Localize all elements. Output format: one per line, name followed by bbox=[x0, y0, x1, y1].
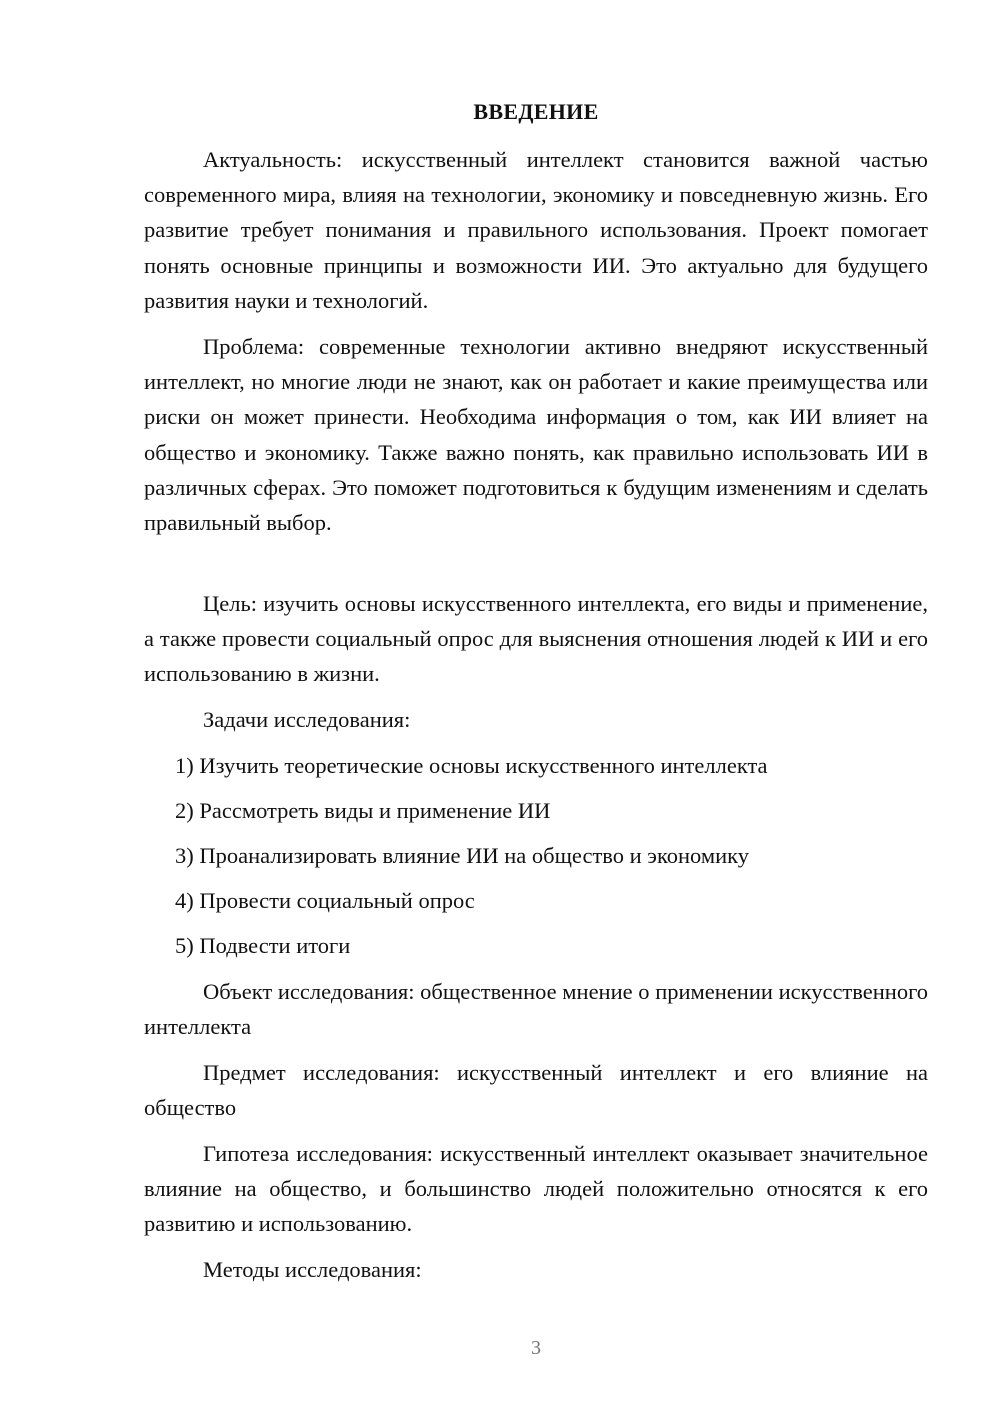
task-item-4: 4) Провести социальный опрос bbox=[175, 888, 475, 913]
object-paragraph: Объект исследования: общественное мнение о применении искусственного интеллекта bbox=[144, 979, 928, 1040]
goal-paragraph: Цель: изучить основы искусственного интеллекта, его виды и применение, а также провести социальный опрос для выяснения отношения людей к ИИ и его использованию в жизни. bbox=[144, 591, 928, 687]
tasks-heading: Задачи исследования: bbox=[203, 707, 411, 732]
subject-paragraph: Предмет исследования: искусственный интеллект и его влияние на общество bbox=[144, 1060, 928, 1121]
task-item-5: 5) Подвести итоги bbox=[175, 933, 351, 958]
task-item-3: 3) Проанализировать влияние ИИ на общество и экономику bbox=[175, 843, 749, 868]
task-item-2: 2) Рассмотреть виды и применение ИИ bbox=[175, 798, 551, 823]
relevance-paragraph: Актуальность: искусственный интеллект становится важной частью современного мира, влияя на технологии, экономику и повседневную жизнь. Его развитие требует понимания и правильного использования. Проект помогает понять основные принципы и возможности ИИ. Это актуально для будущего развития науки и технологий. bbox=[144, 147, 928, 313]
task-item-1: 1) Изучить теоретические основы искусственного интеллекта bbox=[175, 753, 768, 778]
problem-paragraph: Проблема: современные технологии активно внедряют искусственный интеллект, но многие люди не знают, как он работает и какие преимущества или риски он может принести. Необходима информация о том, как ИИ влияет на общество и экономику. Также важно понять, как правильно использовать ИИ в различных сферах. Это поможет подготовиться к будущим изменениям и сделать правильный выбор. bbox=[144, 334, 928, 536]
page-number: 3 bbox=[531, 1337, 541, 1359]
hypothesis-paragraph: Гипотеза исследования: искусственный интеллект оказывает значительное влияние на общество, и большинство людей положительно относятся к его развитию и использованию. bbox=[144, 1141, 928, 1237]
methods-heading: Методы исследования: bbox=[203, 1257, 422, 1282]
page-title: ВВЕДЕНИЕ bbox=[473, 99, 599, 124]
